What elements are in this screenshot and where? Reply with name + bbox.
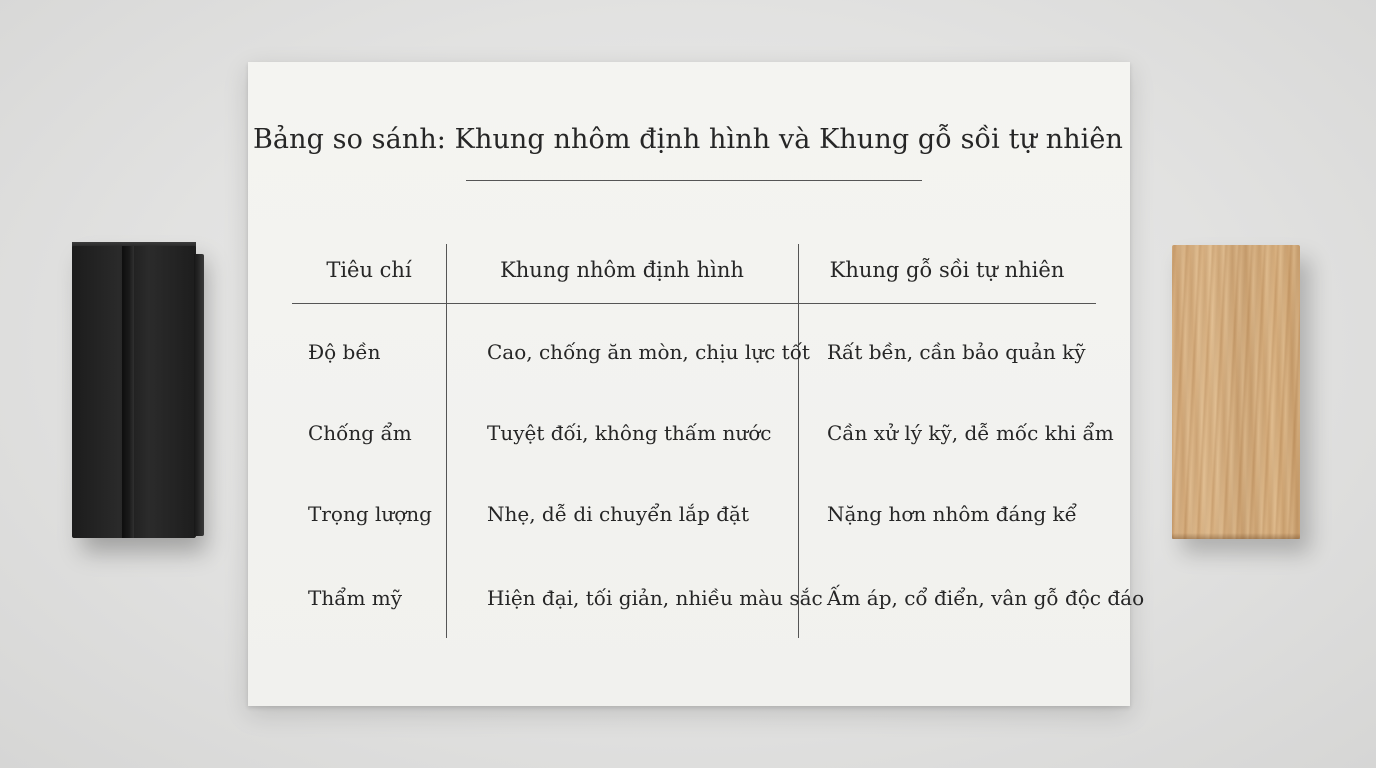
- row-aesthetics-criteria: Thẩm mỹ: [308, 586, 403, 610]
- row-weight-oak: Nặng hơn nhôm đáng kể: [827, 502, 1077, 526]
- row-aesthetics-oak: Ấm áp, cổ điển, vân gỗ độc đáo: [827, 586, 1145, 610]
- row-moisture-aluminium: Tuyệt đối, không thấm nước: [487, 421, 772, 445]
- page-title: Bảng so sánh: Khung nhôm định hình và Khung gỗ sồi tự nhiên: [252, 124, 1123, 155]
- header-divider: [292, 303, 1096, 304]
- row-durability-aluminium: Cao, chống ăn mòn, chịu lực tốt: [487, 340, 810, 364]
- header-criteria: Tiêu chí: [326, 258, 412, 282]
- row-durability-criteria: Độ bền: [308, 340, 381, 364]
- aluminium-profile-body: [72, 246, 196, 538]
- aluminium-profile-sample: [72, 246, 196, 538]
- row-weight-aluminium: Nhẹ, dễ di chuyển lắp đặt: [487, 502, 750, 526]
- oak-wood-sample: [1172, 245, 1300, 539]
- header-aluminium-frame: Khung nhôm định hình: [500, 258, 744, 282]
- oak-wood-shadow-edge: [1172, 533, 1300, 539]
- row-moisture-criteria: Chống ẩm: [308, 421, 412, 445]
- aluminium-profile-edge: [194, 254, 204, 536]
- row-durability-oak: Rất bền, cần bảo quản kỹ: [827, 340, 1086, 364]
- row-weight-criteria: Trọng lượng: [308, 502, 432, 526]
- row-moisture-oak: Cần xử lý kỹ, dễ mốc khi ẩm: [827, 421, 1114, 445]
- row-aesthetics-aluminium: Hiện đại, tối giản, nhiều màu sắc: [487, 586, 823, 610]
- aluminium-profile-groove: [122, 246, 134, 538]
- title-divider: [466, 180, 922, 181]
- header-oak-frame: Khung gỗ sồi tự nhiên: [829, 258, 1065, 282]
